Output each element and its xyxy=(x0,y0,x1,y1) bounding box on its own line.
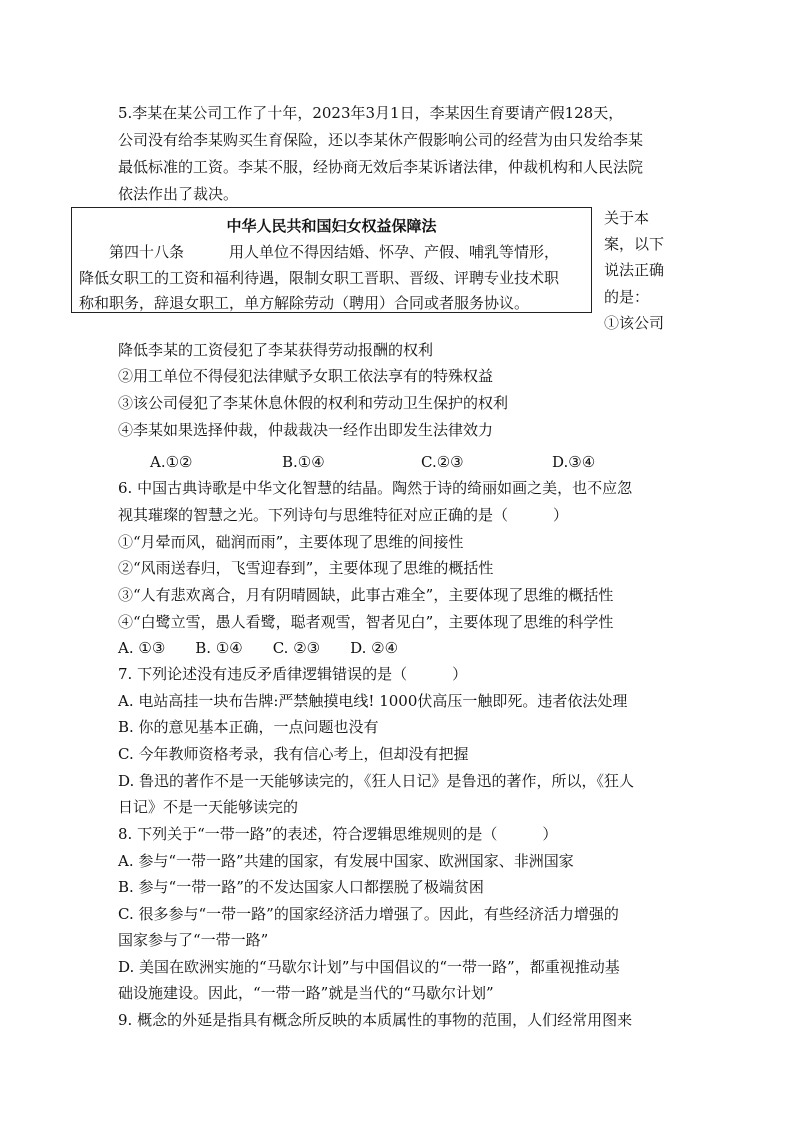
question-line: 日记》不是一天能够读完的 xyxy=(118,798,299,816)
question-line: 9. 概念的外延是指具有概念所反映的本质属性的事物的范围，人们经常用图来 xyxy=(118,1011,633,1029)
q5-statement: ④李某如果选择仲裁，仲裁裁决一经作出即发生法律效力 xyxy=(118,421,494,439)
q5-option-b: B.①④ xyxy=(282,453,325,471)
q5-stem-line: 依法作出了裁决。 xyxy=(118,185,239,203)
q5-statement: ②用工单位不得侵犯法律赋予女职工依法享有的特殊权益 xyxy=(118,367,494,385)
q5-side-text: 关于本 xyxy=(604,209,650,227)
question-line: 国家参与了“一带一路” xyxy=(118,931,269,949)
question-line: 视其璀璨的智慧之光。下列诗句与思维特征对应正确的是（ ） xyxy=(118,506,569,524)
question-line: 6. 中国古典诗歌是中华文化智慧的结晶。陶然于诗的绮丽如画之美，也不应忽 xyxy=(118,479,633,497)
q5-option-a: A.①② xyxy=(150,453,193,471)
question-line: D. 美国在欧洲实施的“马歇尔计划”与中国倡议的“一带一路”，都重视推动基 xyxy=(118,958,620,976)
law-excerpt-box xyxy=(71,207,592,313)
question-line: C. 很多参与“一带一路”的国家经济活力增强了。因此，有些经济活力增强的 xyxy=(118,905,619,923)
question-line: ③“人有悲欢离合，月有阴晴圆缺，此事古难全”，主要体现了思维的概括性 xyxy=(118,586,614,604)
q5-stem-line: 最低标准的工资。李某不服，经协商无效后李某诉诸法律，仲裁机构和人民法院 xyxy=(118,158,644,176)
q5-stem-line: 公司没有给李某购买生育保险，还以李某休产假影响公司的经营为由只发给李某 xyxy=(118,131,644,149)
q5-option-d: D.③④ xyxy=(552,453,596,471)
law-line: 降低女职工的工资和福利待遇，限制女职工晋职、晋级、评聘专业技术职 xyxy=(79,269,560,287)
q5-option-c: C.②③ xyxy=(421,453,464,471)
q5-side-text: 说法正确 xyxy=(604,261,665,279)
question-line: B. 你的意见基本正确，一点问题也没有 xyxy=(118,718,379,736)
question-line: D. 鲁迅的著作不是一天能够读完的，《狂人日记》是鲁迅的著作，所以，《狂人 xyxy=(118,772,635,790)
question-line: ①“月晕而风，础润而雨”，主要体现了思维的间接性 xyxy=(118,533,464,551)
question-line: A. ①③ B. ①④ C. ②③ D. ②④ xyxy=(118,639,399,657)
q5-side-text: 的是： xyxy=(604,288,650,306)
law-line: 第四十八条 用人单位不得因结婚、怀孕、产假、哺乳等情形， xyxy=(109,243,560,261)
law-title: 中华人民共和国妇女权益保障法 xyxy=(226,217,437,235)
question-line: 7. 下列论述没有违反矛盾律逻辑错误的是（ ） xyxy=(118,665,468,683)
law-line: 称和职务，辞退女职工，单方解除劳动（聘用）合同或者服务协议。 xyxy=(79,294,530,312)
question-line: 础设施建设。因此，“一带一路”就是当代的“马歇尔计划” xyxy=(118,984,494,1002)
question-line: ②“风雨送春归，飞雪迎春到”，主要体现了思维的概括性 xyxy=(118,559,494,577)
question-line: C. 今年教师资格考录，我有信心考上，但却没有把握 xyxy=(118,745,469,763)
question-line: B. 参与“一带一路”的不发达国家人口都摆脱了极端贫困 xyxy=(118,878,484,896)
question-line: A. 电站高挂一块布告牌:严禁触摸电线! 1000伏高压一触即死。违者依法处理 xyxy=(118,692,628,710)
question-line: A. 参与“一带一路”共建的国家，有发展中国家、欧洲国家、非洲国家 xyxy=(118,852,574,870)
q5-stem-line: 5.李某在某公司工作了十年，2023年3月1日，李某因生育要请产假128天， xyxy=(118,104,624,122)
question-line: ④“白鹭立雪，愚人看鹭，聪者观雪，智者见白”，主要体现了思维的科学性 xyxy=(118,613,614,631)
question-line: 8. 下列关于“一带一路”的表述，符合逻辑思维规则的是（ ） xyxy=(118,825,558,843)
q5-side-text: ①该公司 xyxy=(604,314,665,332)
q5-statement: 降低李某的工资侵犯了李某获得劳动报酬的权利 xyxy=(118,341,434,359)
q5-side-text: 案，以下 xyxy=(604,235,665,253)
q5-statement: ③该公司侵犯了李某休息休假的权利和劳动卫生保护的权利 xyxy=(118,394,509,412)
